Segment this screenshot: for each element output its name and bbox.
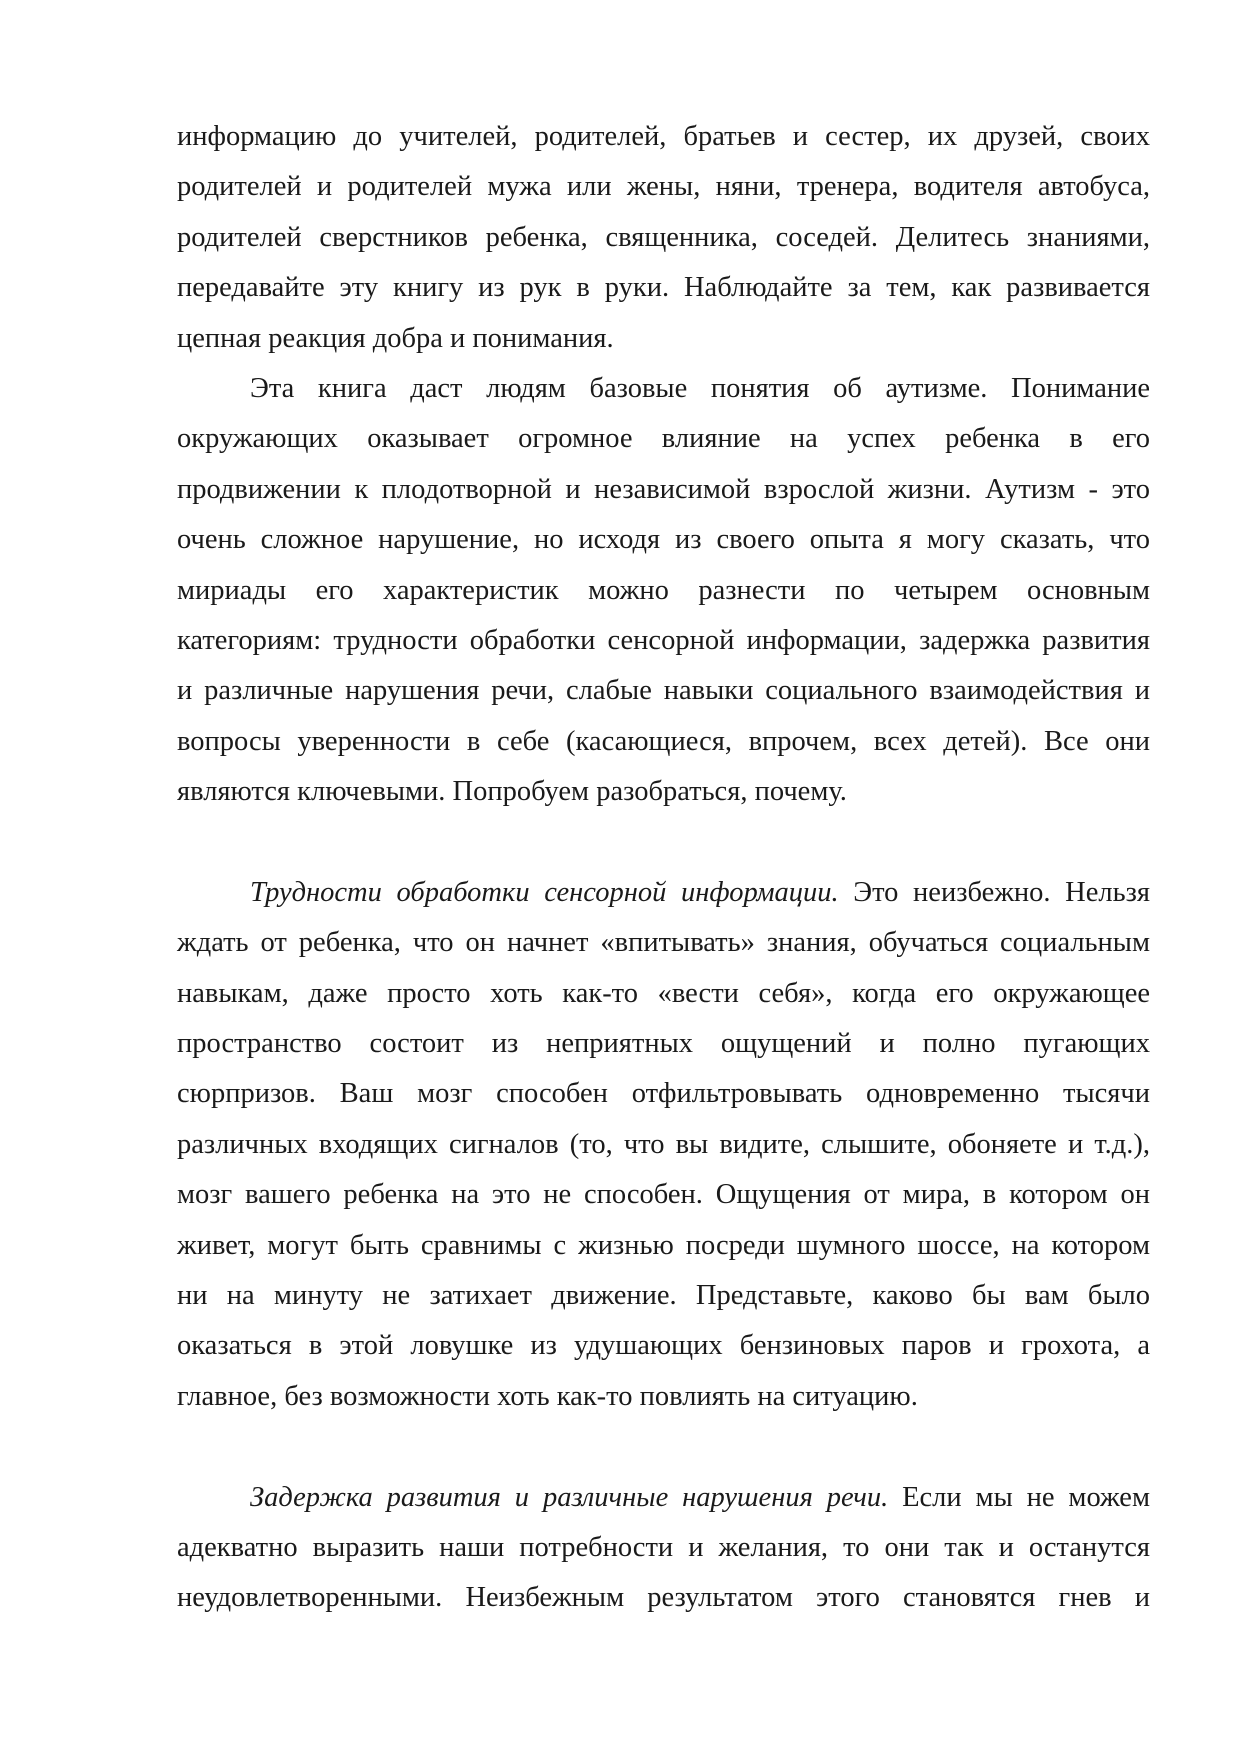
- text-line: продвижении к плодотворной и независимой взрослой жизни. Аутизм - это: [177, 473, 1150, 505]
- text-line: [177, 868, 1150, 918]
- text-line: являются ключевыми. Попробуем разобраться, почему.: [177, 776, 847, 808]
- text-line: окружающих оказывает огромное влияние на успех ребенка в его: [177, 423, 1150, 455]
- heading-continuation: Если мы не можем: [888, 1481, 1150, 1513]
- text-line: различных входящих сигналов (то, что вы видите, слышите, обоняете и т.д.),: [177, 1128, 1150, 1160]
- text-line: [177, 1473, 1150, 1523]
- text-line: мозг вашего ребенка на это не способен. Ощущения от мира, в котором он: [177, 1179, 1150, 1211]
- text-line: информацию до учителей, родителей, братьев и сестер, их друзей, своих: [177, 121, 1150, 152]
- paragraph-2: [177, 364, 1150, 818]
- text-line: живет, могут быть сравнимы с жизнью посреди шумного шоссе, на котором: [177, 1229, 1150, 1261]
- text-line: ждать от ребенка, что он начнет «впитывать» знания, обучаться социальным: [177, 927, 1150, 959]
- paragraph-spacer: [177, 817, 1150, 867]
- paragraph-1: [177, 112, 1150, 364]
- text-line: адекватно выразить наши потребности и желания, то они так и останутся: [177, 1531, 1150, 1563]
- text-line: родителей сверстников ребенка, священника, соседей. Делитесь знаниями,: [177, 221, 1150, 253]
- text-line: пространство состоит из неприятных ощущений и полно пугающих: [177, 1028, 1150, 1060]
- text-line: сюрпризов. Ваш мозг способен отфильтровывать одновременно тысячи: [177, 1078, 1150, 1110]
- section-heading: Трудности обработки сенсорной информации.: [250, 876, 839, 908]
- heading-continuation: Это неизбежно. Нельзя: [838, 876, 1151, 908]
- text-line: ни на минуту не затихает движение. Представьте, каково бы вам было: [177, 1279, 1150, 1311]
- body-text: [177, 112, 1150, 1624]
- text-line: и различные нарушения речи, слабые навыки социального взаимодействия и: [177, 675, 1150, 707]
- paragraph-spacer: [177, 1422, 1150, 1472]
- text-line: категориям: трудности обработки сенсорной информации, задержка развития: [177, 624, 1150, 656]
- text-line: неудовлетворенными. Неизбежным результатом этого становятся гнев и: [177, 1582, 1150, 1614]
- text-line: цепная реакция добра и понимания.: [177, 322, 614, 354]
- section-heading: Задержка развития и различные нарушения речи.: [250, 1481, 889, 1513]
- section-sensory: [177, 868, 1150, 1422]
- text-line: навыкам, даже просто хоть как-то «вести себя», когда его окружающее: [177, 977, 1150, 1009]
- section-speech: [177, 1473, 1150, 1624]
- text-line: главное, без возможности хоть как-то повлиять на ситуацию.: [177, 1380, 918, 1412]
- text-line: передавайте эту книгу из рук в руки. Наблюдайте за тем, как развивается: [177, 272, 1150, 304]
- text-line: оказаться в этой ловушке из удушающих бензиновых паров и грохота, а: [177, 1330, 1150, 1362]
- text-line: вопросы уверенности в себе (касающиеся, впрочем, всех детей). Все они: [177, 725, 1150, 757]
- text-line: родителей и родителей мужа или жены, няни, тренера, водителя автобуса,: [177, 171, 1150, 203]
- text-line: очень сложное нарушение, но исходя из своего опыта я могу сказать, что: [177, 524, 1150, 556]
- text-line: Эта книга даст людям базовые понятия об аутизме. Понимание: [250, 372, 1150, 404]
- text-line: мириады его характеристик можно разнести по четырем основным: [177, 574, 1150, 606]
